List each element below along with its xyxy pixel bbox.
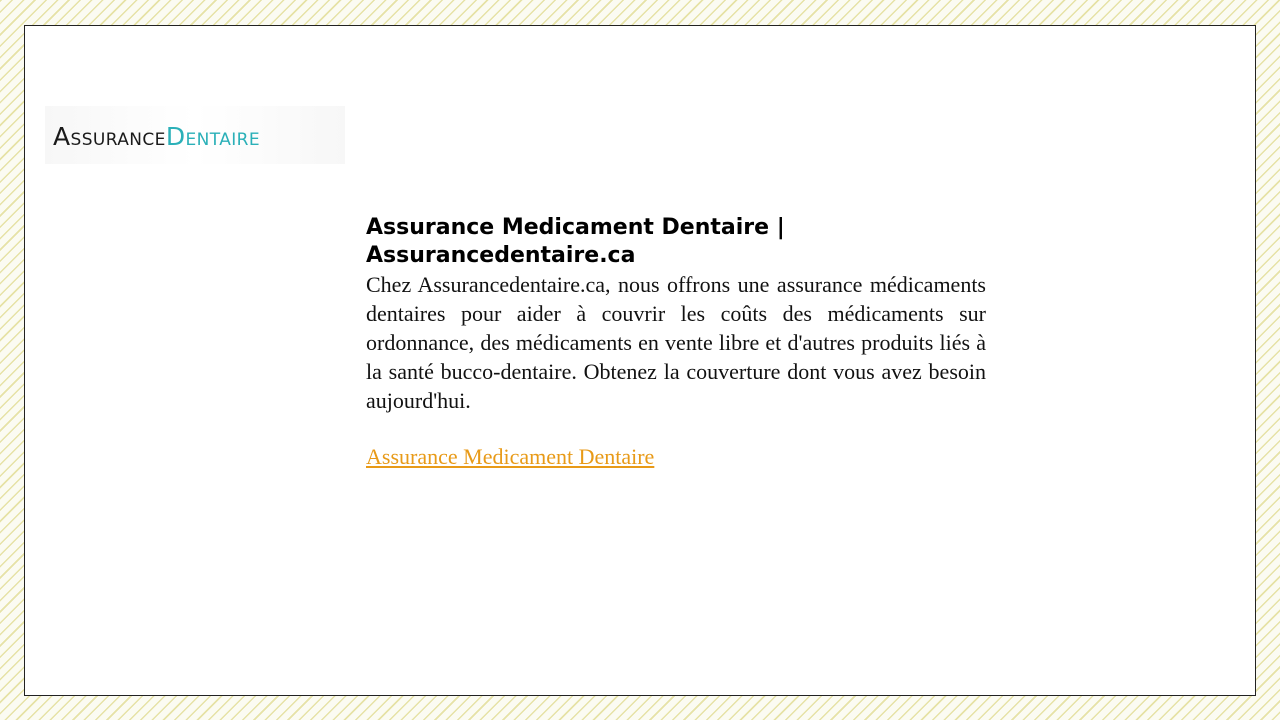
article-title: Assurance Medicament Dentaire | Assurancedentaire.ca (366, 215, 785, 268)
logo-word-dentaire: DENTAIRE (165, 122, 261, 151)
slide-card (24, 25, 1256, 696)
assurance-dentaire-logo (45, 106, 345, 164)
logo-word-assurance: ASSURANCE (53, 122, 166, 151)
article-body: Chez Assurancedentaire.ca, nous offrons une assurance médicaments dentaires pour aider à couvrir les coûts des médicaments sur ordonnance, des médicaments en vente libre et d'autres produits liés à la santé bucco-dentaire. Obtenez la couverture dont vous avez besoin aujourd'hui. (366, 272, 986, 413)
article-content (366, 214, 986, 471)
logo-wordmark (53, 122, 260, 151)
article-link[interactable]: Assurance Medicament Dentaire (366, 444, 655, 469)
